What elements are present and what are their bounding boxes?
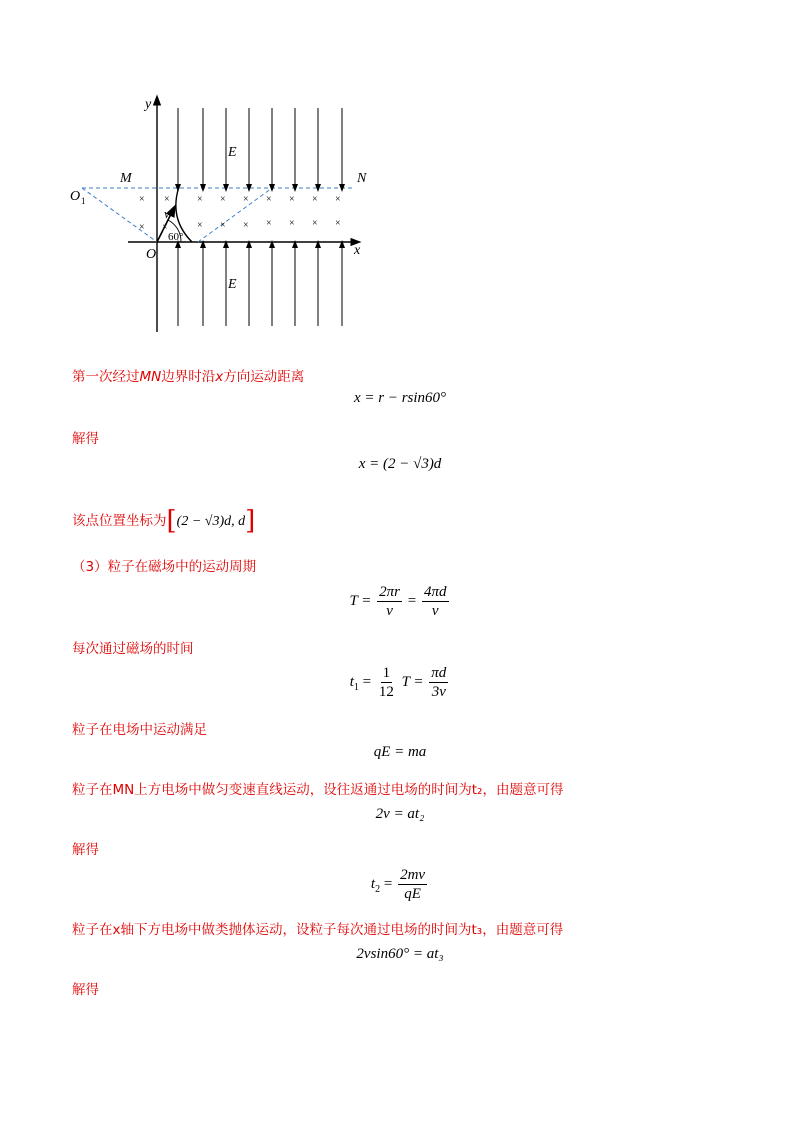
svg-text:×: × bbox=[243, 220, 249, 231]
svg-text:×: × bbox=[243, 194, 249, 205]
physics-figure bbox=[60, 90, 380, 340]
svg-text:×: × bbox=[220, 194, 226, 205]
angle-label: 60° bbox=[168, 231, 184, 243]
o1-label: O bbox=[70, 189, 81, 204]
coord-value: (2 − √3)d, d bbox=[176, 514, 246, 529]
svg-text:×: × bbox=[139, 222, 145, 233]
svg-text:×: × bbox=[266, 218, 272, 229]
bracket-left: [ bbox=[166, 506, 177, 536]
coord-line: 该点位置坐标为[(2 − √3)d, d] bbox=[72, 506, 256, 536]
equation-6: 2v = at₂ bbox=[375, 806, 425, 822]
dashed-o1-line bbox=[82, 188, 157, 242]
x-label: x bbox=[354, 243, 361, 258]
svg-text:×: × bbox=[335, 218, 341, 229]
equation-1: x = r − rsin60° bbox=[353, 390, 447, 406]
below-field-line: 粒子在x轴下方电场中做类抛体运动，设粒子每次通过电场的时间为t₃，由题意可得 bbox=[72, 922, 564, 938]
equation-7: $t_2$ = $\frac{2mv}{qE}$ bbox=[370, 867, 426, 902]
o-label: O bbox=[146, 247, 157, 262]
svg-text:×: × bbox=[197, 220, 203, 231]
dashed-right-line bbox=[198, 188, 272, 242]
equation-4: $t_1$ = $\frac{1}{12}$ T = $\frac{\pi d}{3v}$ bbox=[349, 665, 447, 700]
part3-heading: （3）粒子在磁场中的运动周期 bbox=[72, 559, 257, 575]
above-field-line: 粒子在MN上方电场中做匀变速直线运动，设往返通过电场的时间为t₂，由题意可得 bbox=[72, 782, 564, 798]
top-field-arrows bbox=[178, 108, 342, 188]
equation-8: 2vsin60° = at₃ bbox=[356, 946, 444, 962]
svg-text:×: × bbox=[220, 220, 226, 231]
svg-text:×: × bbox=[162, 222, 168, 233]
bracket-right: ] bbox=[245, 506, 256, 536]
o1-subscript: 1 bbox=[81, 196, 86, 206]
svg-text:×: × bbox=[289, 218, 295, 229]
y-label: y bbox=[145, 97, 152, 112]
svg-text:×: × bbox=[312, 194, 318, 205]
svg-text:×: × bbox=[312, 218, 318, 229]
e-top-label: E bbox=[228, 145, 237, 160]
solve-label-1: 解得 bbox=[72, 431, 99, 447]
each-time-line: 每次通过磁场的时间 bbox=[72, 641, 194, 657]
svg-text:×: × bbox=[197, 194, 203, 205]
line-mn-distance: 第一次经过MN边界时沿x方向运动距离 bbox=[72, 369, 305, 385]
e-bottom-label: E bbox=[228, 277, 237, 292]
efield-line: 粒子在电场中运动满足 bbox=[72, 722, 207, 738]
svg-text:×: × bbox=[139, 194, 145, 205]
svg-text:×: × bbox=[266, 194, 272, 205]
svg-text:×: × bbox=[164, 194, 170, 205]
solve-label-3: 解得 bbox=[72, 982, 99, 998]
equation-5: qE = ma bbox=[373, 744, 427, 760]
v-label: v bbox=[164, 206, 170, 221]
equation-2: x = (2 − √3)d bbox=[358, 456, 442, 472]
svg-text:×: × bbox=[335, 194, 341, 205]
m-label: M bbox=[120, 171, 132, 186]
svg-text:×: × bbox=[289, 194, 295, 205]
equation-3: T = $\frac{2\pi r}{v}$ = $\frac{4\pi d}{v}$ bbox=[349, 584, 447, 619]
n-label: N bbox=[357, 171, 367, 186]
bottom-field-arrows bbox=[178, 244, 342, 326]
solve-label-2: 解得 bbox=[72, 842, 99, 858]
